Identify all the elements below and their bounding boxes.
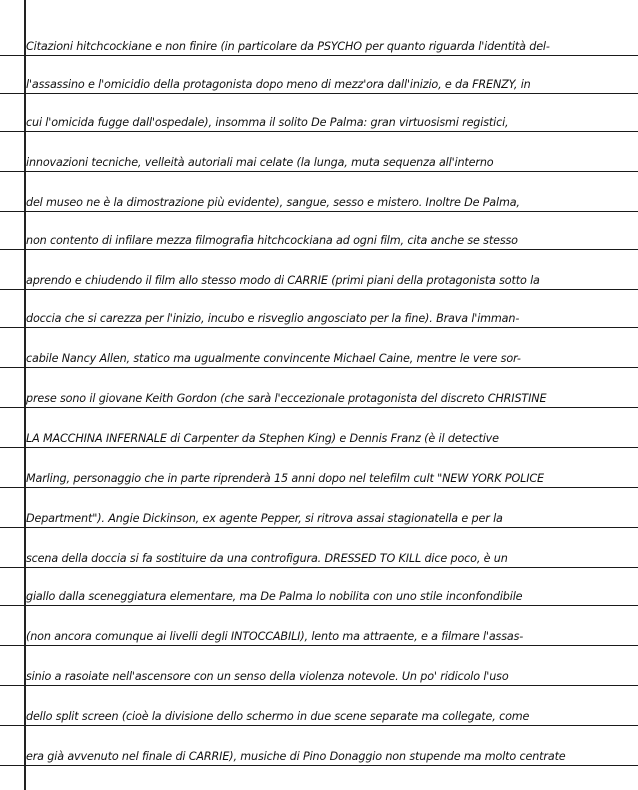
text-line — [0, 372, 638, 408]
line-text: Marling, personaggio che in parte riprenderà 15 anni dopo nel telefilm cult "NEW YORK POLICE — [26, 471, 544, 485]
line-text: cui l'omicida fugge dall'ospedale), insomma il solito De Palma: gran virtuosismi registici, — [26, 115, 509, 129]
line-text: prese sono il giovane Keith Gordon (che sarà l'eccezionale protagonista del discreto CHRISTINE — [26, 391, 547, 405]
text-line — [0, 650, 638, 686]
text-line — [0, 570, 638, 606]
line-text: LA MACCHINA INFERNALE di Carpenter da Stephen King) e Dennis Franz (è il detective — [26, 431, 499, 445]
text-line — [0, 254, 638, 290]
line-text: cabile Nancy Allen, statico ma ugualmente convincente Michael Caine, mentre le vere sor- — [26, 351, 521, 365]
text-line — [0, 610, 638, 646]
text-line — [0, 96, 638, 132]
line-text: giallo dalla sceneggiatura elementare, ma De Palma lo nobilita con uno stile inconfondibile — [26, 589, 523, 603]
line-text: doccia che si carezza per l'inizio, incubo e risveglio angosciato per la fine). Brava l'imman- — [26, 311, 520, 325]
text-line — [0, 292, 638, 328]
text-line — [0, 20, 638, 56]
line-text: aprendo e chiudendo il film allo stesso modo di CARRIE (primi piani della protagonista sotto la — [26, 273, 540, 287]
line-text: non contento di infilare mezza filmografia hitchcockiana ad ogni film, cita anche se stesso — [26, 233, 518, 247]
line-text: scena della doccia si fa sostituire da una controfigura. DRESSED TO KILL dice poco, è un — [26, 551, 508, 565]
line-text: Citazioni hitchcockiane e non finire (in particolare da PSYCHO per quanto riguarda l'identità del- — [26, 39, 550, 53]
text-line — [0, 452, 638, 488]
text-line — [0, 730, 638, 766]
text-line — [0, 332, 638, 368]
text-line — [0, 136, 638, 172]
text-line — [0, 58, 638, 94]
text-line — [0, 690, 638, 726]
text-line — [0, 214, 638, 250]
line-text: Department"). Angie Dickinson, ex agente Pepper, si ritrova assai stagionatella e per la — [26, 511, 503, 525]
line-text: del museo ne è la dimostrazione più evidente), sangue, sesso e mistero. Inoltre De Palma, — [26, 195, 520, 209]
line-text: l'assassino e l'omicidio della protagonista dopo meno di mezz'ora dall'inizio, e da FRENZY, in — [26, 77, 531, 91]
line-text: sinio a rasoiate nell'ascensore con un senso della violenza notevole. Un po' ridicolo l'uso — [26, 669, 509, 683]
text-line — [0, 492, 638, 528]
line-text: era già avvenuto nel finale di CARRIE), musiche di Pino Donaggio non stupende ma molto centrate — [26, 749, 566, 763]
text-line — [0, 176, 638, 212]
line-text: dello split screen (cioè la divisione dello schermo in due scene separate ma collegate, come — [26, 709, 530, 723]
text-line — [0, 532, 638, 568]
line-text: (non ancora comunque ai livelli degli INTOCCABILI), lento ma attraente, e a filmare l'assas- — [26, 629, 524, 643]
line-text: innovazioni tecniche, velleità autoriali mai celate (la lunga, muta sequenza all'interno — [26, 155, 494, 169]
text-line — [0, 412, 638, 448]
